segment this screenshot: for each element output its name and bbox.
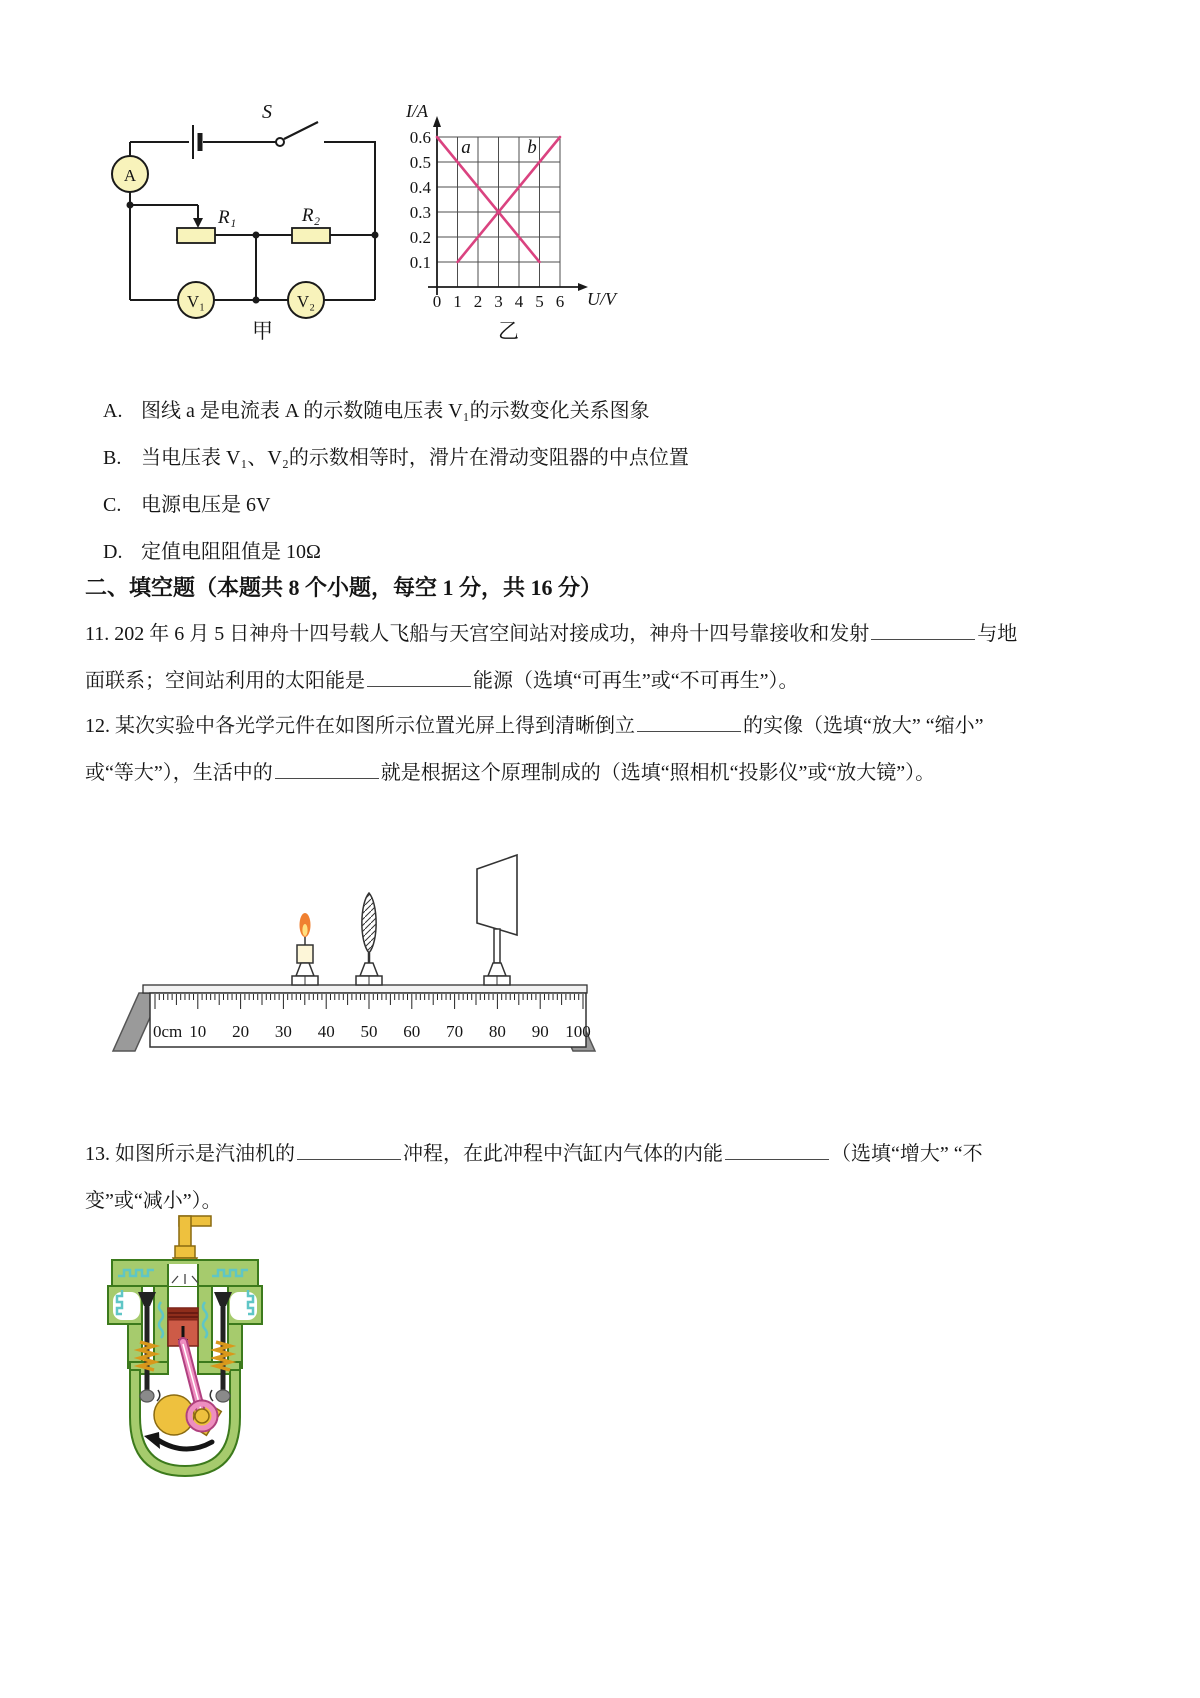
y-axis-label: I/A xyxy=(406,101,428,121)
option-b xyxy=(103,445,689,471)
ytick: 0.1 xyxy=(409,253,431,272)
graph-axes xyxy=(428,116,588,295)
xtick: 3 xyxy=(494,292,503,311)
switch-label: S xyxy=(262,101,272,123)
q12-text1: 某次实验中各光学元件在如图所示位置光屏上得到清晰倒立 xyxy=(115,715,635,737)
question-12-line2 xyxy=(85,760,935,786)
voltmeter-v2 xyxy=(288,282,324,318)
candle xyxy=(292,913,318,985)
q11-text3: 面联系；空间站利用的太阳能是 xyxy=(85,670,365,692)
valve-motion-mark xyxy=(210,1390,213,1401)
q13-number: 13. xyxy=(85,1143,110,1165)
switch xyxy=(262,101,318,146)
q12-blank2 xyxy=(275,774,379,779)
question-12-line1 xyxy=(85,713,984,739)
q12-text4: 就是根据这个原理制成的（选填“照相机“投影仪”或“放大镜”）。 xyxy=(380,762,936,784)
option-c-text: 电源电压是 6V xyxy=(141,494,271,516)
voltmeter-v1 xyxy=(178,282,214,318)
q12-text3: 或“等大”），生活中的 xyxy=(85,762,273,784)
v1-label: V₁ xyxy=(186,292,206,311)
x-tick-labels xyxy=(433,292,565,311)
ruler-num: 10 xyxy=(189,1022,207,1041)
section2-title: 二、填空题（本题共 8 个小题，每空 1 分，共 16 分） xyxy=(85,575,603,600)
xtick: 2 xyxy=(473,292,483,311)
iv-graph xyxy=(405,101,618,343)
y-tick-labels xyxy=(410,128,432,272)
rheostat-r1 xyxy=(130,205,236,243)
ammeter-label: A xyxy=(123,166,137,185)
option-c-label: C. xyxy=(103,494,122,516)
option-b-label: B. xyxy=(103,447,122,469)
ruler-num: 80 xyxy=(488,1022,506,1041)
xtick: 5 xyxy=(535,292,544,311)
xtick: 0 xyxy=(432,292,442,311)
q11-blank2 xyxy=(367,682,471,687)
battery-symbol xyxy=(193,125,200,159)
ytick: 0.2 xyxy=(409,228,431,247)
v2-label: V₂ xyxy=(296,292,316,311)
xtick: 6 xyxy=(555,292,565,311)
option-b-text: 当电压表 V₁、V₂的示数相等时，滑片在滑动变阻器的中点位置 xyxy=(141,447,689,469)
r2-label: R₂ xyxy=(301,205,321,226)
optical-bench-figure xyxy=(95,845,605,1060)
flame-core xyxy=(302,924,307,936)
option-d-label: D. xyxy=(103,541,123,563)
bench-rail xyxy=(143,985,587,993)
ytick: 0.4 xyxy=(409,178,431,197)
option-a-text: 图线 a 是电流表 A 的示数随电压表 V₁的示数变化关系图象 xyxy=(141,400,650,422)
ytick: 0.5 xyxy=(409,153,431,172)
ammeter xyxy=(112,156,148,192)
ruler-num: 20 xyxy=(232,1022,250,1041)
ytick: 0.6 xyxy=(409,128,431,147)
caption-jia: 甲 xyxy=(252,319,273,343)
ruler-num: 100 xyxy=(565,1022,591,1041)
q13-blank2 xyxy=(725,1155,829,1160)
valve-motion-mark xyxy=(157,1390,160,1401)
ruler-num: 0cm xyxy=(153,1022,183,1041)
circuit-diagram xyxy=(112,101,379,343)
option-d xyxy=(103,539,321,565)
circuit-and-graph-figure xyxy=(90,85,640,350)
ruler-num: 30 xyxy=(274,1022,292,1041)
resistor-r2 xyxy=(292,205,330,243)
q11-text2: 与地 xyxy=(977,623,1018,645)
ruler xyxy=(150,993,591,1047)
ruler-num: 60 xyxy=(403,1022,421,1041)
question-13-line2 xyxy=(85,1188,222,1214)
xtick: 4 xyxy=(514,292,524,311)
ruler-num: 50 xyxy=(360,1022,378,1041)
option-c xyxy=(103,492,270,518)
caption-yi: 乙 xyxy=(498,319,519,343)
ruler-num: 40 xyxy=(317,1022,335,1041)
question-11-line2 xyxy=(85,668,799,694)
option-a-label: A. xyxy=(103,400,123,422)
q12-blank1 xyxy=(637,727,741,732)
q13-text3: （选填“增大” “不 xyxy=(831,1143,983,1165)
x-axis-label: U/V xyxy=(587,289,616,309)
screen xyxy=(477,855,517,985)
xtick: 1 xyxy=(453,292,462,311)
q12-text2: 的实像（选填“放大” “缩小” xyxy=(743,715,984,737)
graph-line-b xyxy=(458,137,561,262)
ytick: 0.3 xyxy=(409,203,431,222)
q12-number: 12. xyxy=(85,715,110,737)
q13-blank1 xyxy=(297,1155,401,1160)
question-13-line1 xyxy=(85,1141,983,1167)
r1-label: R₁ xyxy=(218,207,237,228)
q13-text2: 冲程，在此冲程中汽缸内气体的内能 xyxy=(403,1143,723,1165)
q11-blank1 xyxy=(871,635,975,640)
convex-lens xyxy=(356,893,382,985)
line-b-label: b xyxy=(527,137,537,158)
q11-text1: 202 年 6 月 5 日神舟十四号载人飞船与天宫空间站对接成功，神舟十四号靠接收和发射 xyxy=(114,623,870,645)
line-a-label: a xyxy=(461,137,471,158)
engine-figure xyxy=(98,1212,288,1502)
graph-line-a xyxy=(437,137,540,262)
q13-text4: 变”或“减小”）。 xyxy=(85,1190,222,1212)
ruler-num: 90 xyxy=(531,1022,549,1041)
q13-text1: 如图所示是汽油机的 xyxy=(115,1143,295,1165)
option-a xyxy=(103,398,650,424)
q11-text4: 能源（选填“可再生”或“不可再生”）。 xyxy=(473,670,799,692)
option-d-text: 定值电阻阻值是 10Ω xyxy=(141,541,321,563)
question-11-line1 xyxy=(85,621,1017,647)
ruler-num: 70 xyxy=(446,1022,464,1041)
q11-number: 11. xyxy=(85,623,110,645)
